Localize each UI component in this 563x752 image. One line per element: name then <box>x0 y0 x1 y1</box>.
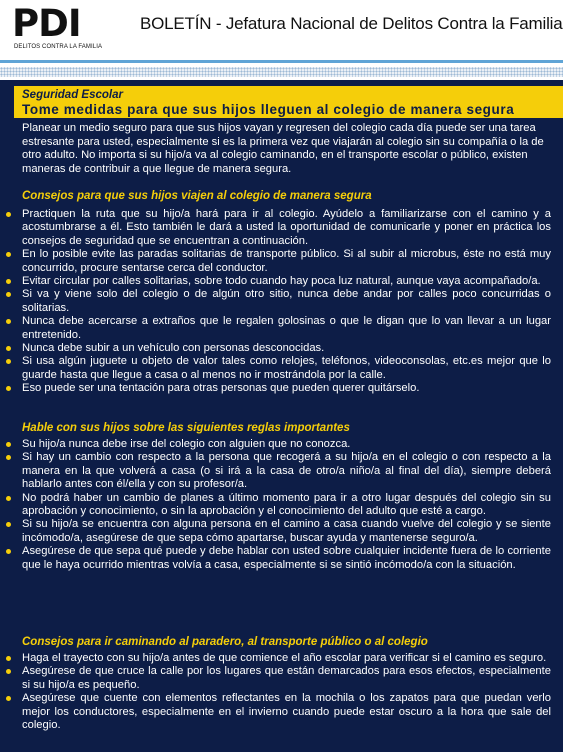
list-item <box>0 492 563 519</box>
list-item-text: Si hay un cambio con respecto a la persona que recogerá a su hijo/a en el colegio o con respecto a la manera en la que volverá a casa (o si irá a la casa de otro/a niño/a al final del día), siempre deberá hablarlo antes con él/ella y con su profesor/a. <box>22 451 551 491</box>
pdi-logo <box>6 2 103 50</box>
list-item <box>0 665 563 692</box>
bullet-icon <box>6 455 11 460</box>
list-item-text: Nunca debe acercarse a extraños que le regalen golosinas o que le digan que lo van llevar a un lugar entretenido. <box>22 315 551 341</box>
bullet-list <box>0 652 563 732</box>
list-item-text: Su hijo/a nunca debe irse del colegio con alguien que no conozca. <box>22 438 351 450</box>
content-panel <box>0 80 563 752</box>
list-item <box>0 248 563 275</box>
bullet-icon <box>6 549 11 554</box>
bullet-icon <box>6 319 11 324</box>
section-heading: Consejos para que sus hijos viajen al colegio de manera segura <box>22 190 372 202</box>
list-item-text: Nunca debe subir a un vehículo con personas desconocidas. <box>22 342 325 355</box>
bullet-icon <box>6 346 11 351</box>
bullet-icon <box>6 496 11 501</box>
dotted-band <box>0 67 563 77</box>
list-item <box>0 315 563 342</box>
header-divider <box>0 60 563 63</box>
bullet-icon <box>6 279 11 284</box>
list-item <box>0 355 563 382</box>
list-item <box>0 438 563 451</box>
section-heading: Hable con sus hijos sobre las siguientes reglas importantes <box>22 422 350 434</box>
list-item-text: Si su hijo/a se encuentra con alguna persona en el camino a casa cuando vuelve del colegio y se siente incómodo/a, asegúrese de que sepa cómo apartarse, buscar ayuda y mantenerse seguro/a. <box>22 518 551 544</box>
list-item <box>0 275 563 288</box>
bullet-icon <box>6 696 11 701</box>
list-item-text: En lo posible evite las paradas solitarias de transporte público. Si al subir al microbus, éste no está muy concurrido, procure sentarse cerca del conductor. <box>22 248 551 274</box>
bullet-icon <box>6 359 11 364</box>
logo-text: PDI <box>12 2 81 45</box>
list-item <box>0 451 563 491</box>
bulletin-title: BOLETÍN - Jefatura Nacional de Delitos Contra la Familia <box>140 14 563 33</box>
bullet-icon <box>6 656 11 661</box>
section-heading: Consejos para ir caminando al paradero, al transporte público o al colegio <box>22 636 428 648</box>
bullet-icon <box>6 212 11 217</box>
bullet-icon <box>6 292 11 297</box>
list-item <box>0 692 563 732</box>
list-item <box>0 342 563 355</box>
list-item <box>0 545 563 572</box>
list-item-text: Practiquen la ruta que su hijo/a hará para ir al colegio. Ayúdelo a familiarizarse con el camino y a acostumbrarse a él. Esto también le dará a usted la oportunidad de comunicarle y poner en práctica los consejos de seguridad que se encuentran a continuación. <box>22 208 551 247</box>
bullet-icon <box>6 442 11 447</box>
topic-headline: Tome medidas para que sus hijos lleguen al colegio de manera segura <box>22 102 515 117</box>
logo-subtitle: DELITOS CONTRA LA FAMILIA <box>14 44 103 50</box>
topic-banner <box>14 86 563 118</box>
intro-paragraph: Planear un medio seguro para que sus hijos vayan y regresen del colegio cada día puede ser una tarea estresante para usted, especialmente si es la primera vez que viajarán al colegio sin su compañía o la de otro adulto. No importa si su hijo/a va al colegio caminando, en el transporte escolar o público, existen maneras de contribuir a que llegue de manera segura. <box>22 122 544 175</box>
list-item-text: Asegúrese de que cruce la calle por los lugares que están demarcados para esos efectos, especialmente si su hijo/a es pequeño. <box>22 665 551 691</box>
list-item-text: Asegúrese que cuente con elementos reflectantes en la mochila o los zapatos para que puedan verlo mejor los conductores, especialmente en el invierno cuando puede estar oscuro a la hora que sale del colegio. <box>22 692 551 732</box>
bullet-list <box>0 438 563 572</box>
header <box>0 0 563 62</box>
bullet-icon <box>6 669 11 674</box>
bullet-icon <box>6 252 11 257</box>
list-item <box>0 288 563 315</box>
bullet-list <box>0 208 563 396</box>
list-item <box>0 518 563 545</box>
list-item <box>0 652 563 665</box>
bullet-icon <box>6 386 11 391</box>
list-item-text: Eso puede ser una tentación para otras personas que pueden querer quitárselo. <box>22 382 420 395</box>
list-item-text: Evitar circular por calles solitarias, sobre todo cuando hay poca luz natural, aunque vaya acompañado/a. <box>22 275 541 288</box>
topic-kicker: Seguridad Escolar <box>22 89 123 101</box>
list-item-text: Si usa algún juguete u objeto de valor tales como relojes, teléfonos, videoconsolas, etc.es mejor que lo guarde hasta que llegue a casa o al menos no ir mostrándola por la calle. <box>22 355 551 381</box>
list-item-text: Asegúrese de que sepa qué puede y debe hablar con usted sobre cualquier incidente fuera de lo corriente que le haya ocurrido mientras volvía a casa, especialmente si se sintió incómodo/a con la situación. <box>22 545 551 571</box>
list-item <box>0 382 563 395</box>
list-item-text: No podrá haber un cambio de planes a último momento para ir a otro lugar después del colegio sin su aprobación y conocimiento, o sin la aprobación y el conocimiento del adulto que esté a cargo. <box>22 491 551 518</box>
bullet-icon <box>6 522 11 527</box>
list-item <box>0 208 563 248</box>
list-item-text: Haga el trayecto con su hijo/a antes de que comience el año escolar para verificar si el camino es seguro. <box>22 652 547 664</box>
list-item-text: Si va y viene solo del colegio o de algún otro sitio, nunca debe andar por calles poco concurridas o solitarias. <box>22 288 551 314</box>
